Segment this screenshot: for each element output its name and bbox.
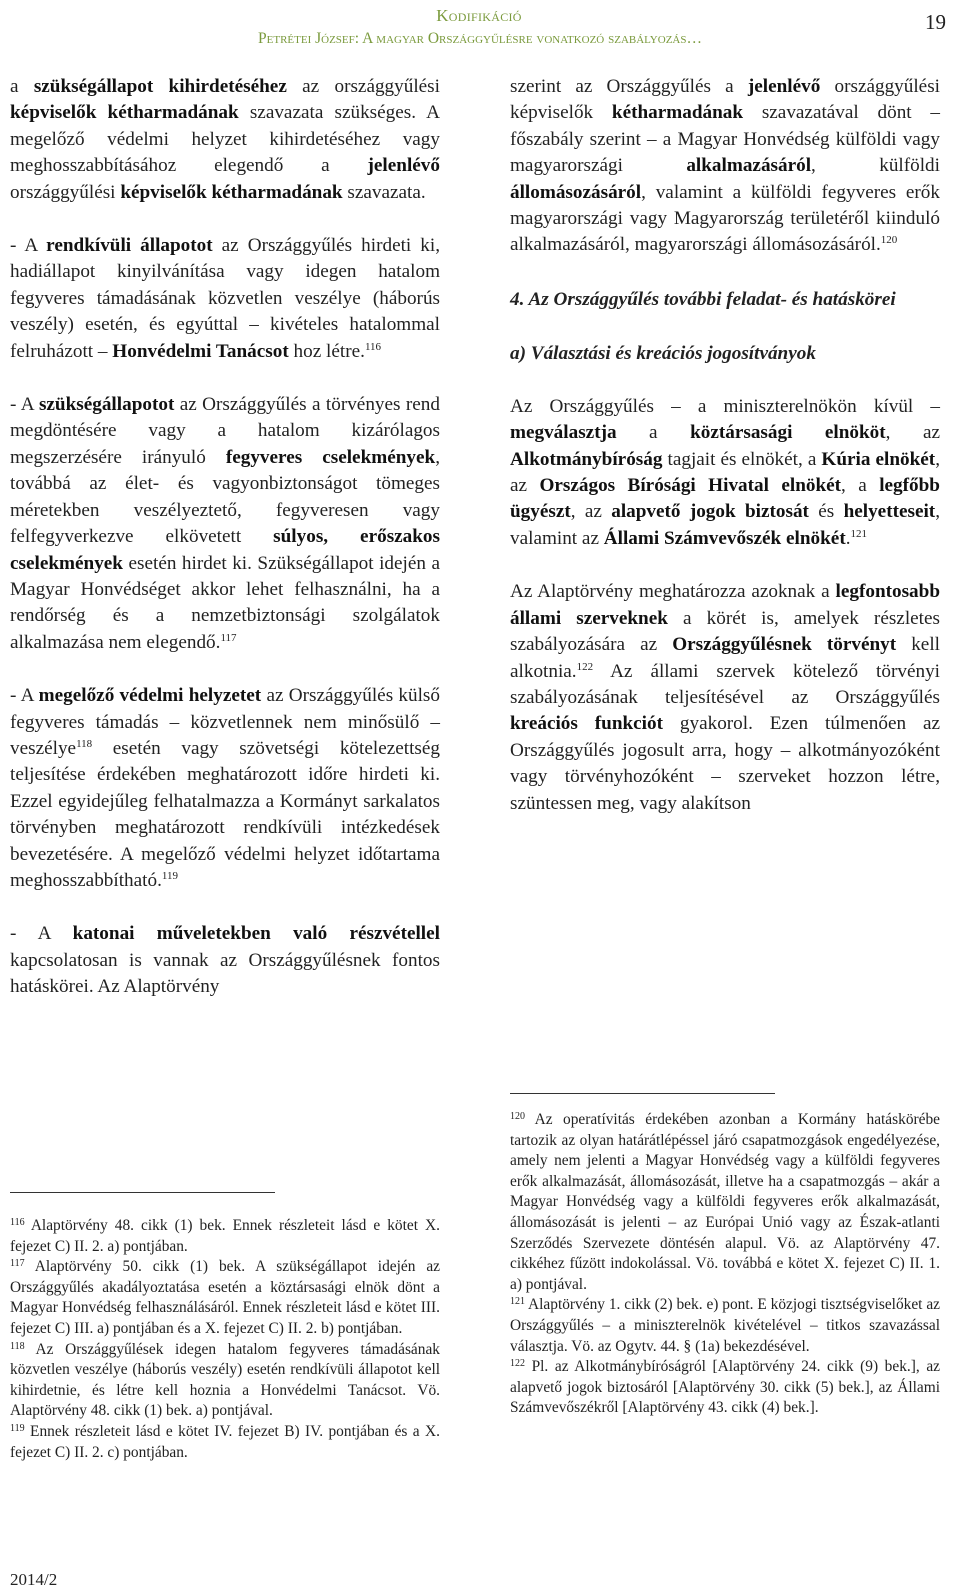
footnote: $^{121}$ Alaptörvény 1. cikk (2) bek. e) pont. E közjogi tisztségviselőket az Országgyűlés – a miniszterelnök kivételével – titkos szavazással választja. Vö. az Ogytv. 44. § (1a) bekezdésével.: [510, 1296, 940, 1355]
footnotes-left: [10, 1216, 440, 1463]
footnote-ref: 117: [220, 631, 237, 644]
paragraph: a szükségállapot kihirdetéséhez az országgyűlési képviselők kétharmadának szavazata szükséges. A megelőző védelmi helyzet kihirdetéséhez vagy meghosszabbításához elegendő a jelenlévő országgyűlési képviselők kétharmadának szavazata.: [10, 76, 440, 203]
page-number: 19: [925, 10, 946, 34]
footnote-ref: 116: [364, 340, 382, 353]
paragraph: szerint az Országgyűlés a jelenlévő országgyűlési képviselők kétharmadának szavazatával dönt – főszabály szerint – a Magyar Honvédség külföldi vagy magyarországi alkalmazásáról, külföldi állomásozásáról, valamint a külföldi fegyveres erők magyarországi vagy Magyarország területéről kiinduló alkalmazásáról, magyarországi állomásozásáról.$^{120}$: [510, 76, 940, 256]
footnote: $^{119}$ Ennek részleteit lásd e kötet IV. fejezet B) IV. pontjában és a X. fejezet C) II. 2. c) pontjában.: [10, 1422, 440, 1461]
journal-title: Kodifikáció: [436, 6, 522, 25]
left-column: [10, 74, 440, 1001]
right-column: [510, 74, 940, 817]
footnote-ref: 120: [880, 234, 898, 247]
footnote-ref: 118: [76, 737, 93, 750]
footnote: $^{116}$ Alaptörvény 48. cikk (1) bek. Ennek részleteit lásd e kötet X. fejezet C) II. 2. a) pontjában.: [10, 1217, 440, 1255]
footnote-ref: 122: [576, 660, 594, 673]
paragraph: - A katonai műveletekben való részvétellel kapcsolatosan is vannak az Országgyűlésnek fontos hatáskörei. Az Alaptörvény: [10, 923, 440, 998]
running-header: Petrétei József: A magyar Országgyűlésre vonatkozó szabályozás…: [258, 30, 702, 47]
paragraph: - A megelőző védelmi helyzetet az Országgyűlés külső fegyveres támadás – közvetlennek nem minősülő – veszélye$^{118}$ esetén vagy szövetségi kötelezettség teljesítése érdekében meghatározott időre hirdeti ki. Ezzel egyidejűleg felhatalmazza a Kormányt sarkalatos törvényben meghatározott rendkívüli intézkedések bevezetésére. A megelőző védelmi helyzet időtartama meghosszabbítható.$^{119}$: [10, 685, 440, 891]
footnote: $^{122}$ Pl. az Alkotmánybíróságról [Alaptörvény 24. cikk (9) bek.], az alapvető jogok biztosáról [Alaptörvény 30. cikk (5) bek.], az Állami Számvevőszékről [Alaptörvény 43. cikk (4) bek.].: [510, 1358, 940, 1417]
subsection-heading: a) Választási és kreációs jogosítványok: [510, 342, 816, 364]
paragraph: - A rendkívüli állapotot az Országgyűlés hirdeti ki, hadiállapot kinyilvánítása vagy idegen hatalom fegyveres támadásának közvetlen veszélye (háborús veszély) esetén, és egyúttal – kivételes hatalommal felruházott – Honvédelmi Tanácsot hoz létre.$^{116}$: [10, 235, 440, 362]
paragraph: Az Alaptörvény meghatározza azoknak a legfontosabb állami szerveknek a körét is, amelyek részletes szabályozására az Országgyűlésnek törvényt kell alkotnia.$^{122}$ Az állami szervek kötelező törvényi szabályozásának teljesítésével az Országgyűlés kreációs funkciót gyakorol. Ezen túlmenően az Országgyűlés jogosult arra, hogy – alkotmányozóként vagy törvényhozóként – szerveket hozzon létre, szüntessen meg, vagy alakítson: [510, 581, 940, 814]
section-heading: 4. Az Országgyűlés további feladat- és hatáskörei: [510, 288, 896, 310]
footnote-ref: 119: [161, 869, 178, 882]
footnote: $^{118}$ Az Országgyűlések idegen hatalom fegyveres támadásának közvetlen veszélye (háborús veszély) esetén rendkívüli állapotot kell kihirdetnie, és létre kell hoznia a Honvédelmi Tanácsot. Vö. Alaptörvény 48. cikk (1) bek. a) pontjával.: [10, 1340, 440, 1420]
footnote-ref: 121: [850, 527, 868, 540]
footnote-divider: [510, 1093, 775, 1094]
paragraph: - A szükségállapotot az Országgyűlés a törvényes rend megdöntésére vagy a hatalom kizárólagos megszerzésére irányuló fegyveres cselekmények, továbbá az élet- és vagyonbiztonságot tömeges méretekben veszélyeztető, fegyveresen vagy felfegyverkezve elkövetett súlyos, erőszakos cselekmények esetén hirdet ki. Szükségállapot idején a Magyar Honvédséget akkor lehet felhasználni, ha a rendőrség és a nemzetbiztonsági szolgálatok alkalmazása nem elegendő.$^{117}$: [10, 394, 440, 653]
issue-number: 2014/2: [10, 1570, 58, 1589]
footnote-divider: [10, 1192, 275, 1193]
footnotes-right: [510, 1110, 940, 1419]
footnote: $^{117}$ Alaptörvény 50. cikk (1) bek. A szükségállapot idején az Országgyűlés akadályoztatása esetén a köztársasági elnök dönt a Magyar Honvédség felhasználásáról. Ennek részleteit lásd e kötet III. fejezet C) III. a) pontjában és a X. fejezet C) II. 2. b) pontjában.: [10, 1258, 440, 1337]
footnote: $^{120}$ Az operatívitás érdekében azonban a Kormány hatáskörébe tartozik az olyan határátlépéssel járó csapatmozgások engedélyezése, amely nem jelenti a Magyar Honvédség vagy a külföldi fegyveres erők alkalmazását, állomásozását, illetve ha a csapatmozgás – akár a Magyar Honvédség vagy a külföldi fegyveres erők alkalmazását, állomásozását is jelenti – az Európai Unió vagy az Észak-atlanti Szerződés Szervezete döntésén alapul. Vö. az Alaptörvény 47. cikkéhez fűzött indokolással. Vö. továbbá e kötet X. fejezet C) II. 1. a) pontjával.: [510, 1111, 940, 1293]
paragraph: Az Országgyűlés – a miniszterelnökön kívül – megválasztja a köztársasági elnököt, az Alkotmánybíróság tagjait és elnökét, a Kúria elnökét, az Országos Bírósági Hivatal elnökét, a legfőbb ügyészt, az alapvető jogok biztosát és helyetteseit, valamint az Állami Számvevőszék elnökét.$^{121}$: [510, 395, 940, 549]
